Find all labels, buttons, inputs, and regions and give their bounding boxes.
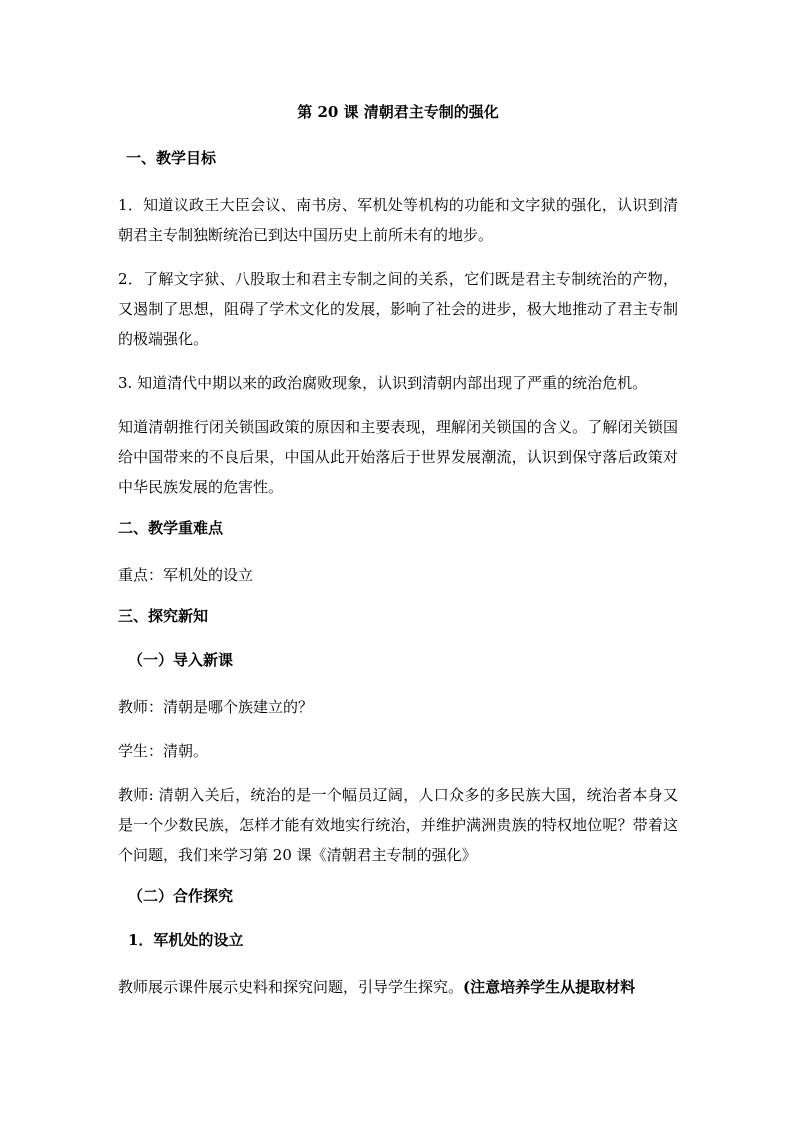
heading-objectives: 一、教学目标 xyxy=(126,149,217,167)
last-paragraph xyxy=(118,972,678,1002)
last-paragraph-text: 教师展示课件展示史料和探究问题，引导学生探究。 xyxy=(118,978,464,996)
heading-cooperation: （二）合作探究 xyxy=(128,887,234,905)
dialog-teacher-2: 教师: 清朝入关后，统治的是一个幅员辽阔，人口众多的多民族大国，统治者本身又是一个少数民族，怎样才能有效地实行统治，并维护满洲贵族的特权地位呢？带着这个问题，我们来学习第 20 课《清朝君主专制的强化》 xyxy=(118,786,678,864)
objective-4: 知道清朝推行闭关锁国政策的原因和主要表现，理解闭关锁国的含义。了解闭关锁国给中国带来的不良后果，中国从此开始落后于世界发展潮流，认识到保守落后政策对中华民族发展的危害性。 xyxy=(118,418,678,496)
dialog-student-1: 学生：清朝。 xyxy=(118,742,209,760)
heading-intro: （一）导入新课 xyxy=(128,651,234,669)
lesson-title: 第 20 课 清朝君主专制的强化 xyxy=(297,103,499,121)
objective-3: 3. 知道清代中期以来的政治腐败现象，认识到清朝内部出现了严重的统治危机。 xyxy=(118,374,648,392)
heading-keypoints: 二、教学重难点 xyxy=(118,519,224,537)
document-content xyxy=(118,100,678,1016)
subheading-junjichu: 1．军机处的设立 xyxy=(128,931,244,949)
objective-2: 2．了解文字狱、八股取士和君主专制之间的关系，它们既是君主专制统治的产物，又遏制了思想，阻碍了学术文化的发展，影响了社会的进步，极大地推动了君主专制的极端强化。 xyxy=(118,270,678,348)
objective-1: 1．知道议政王大臣会议、南书房、军机处等机构的功能和文字狱的强化，认识到清朝君主专制独断统治已到达中国历史上前所未有的地步。 xyxy=(118,196,678,244)
dialog-teacher-1: 教师：清朝是哪个族建立的？ xyxy=(118,698,314,716)
last-paragraph-bold-note: (注意培养学生从提取材料 xyxy=(463,978,636,996)
heading-explore: 三、探究新知 xyxy=(118,607,209,625)
keypoint-1: 重点：军机处的设立 xyxy=(118,566,254,584)
